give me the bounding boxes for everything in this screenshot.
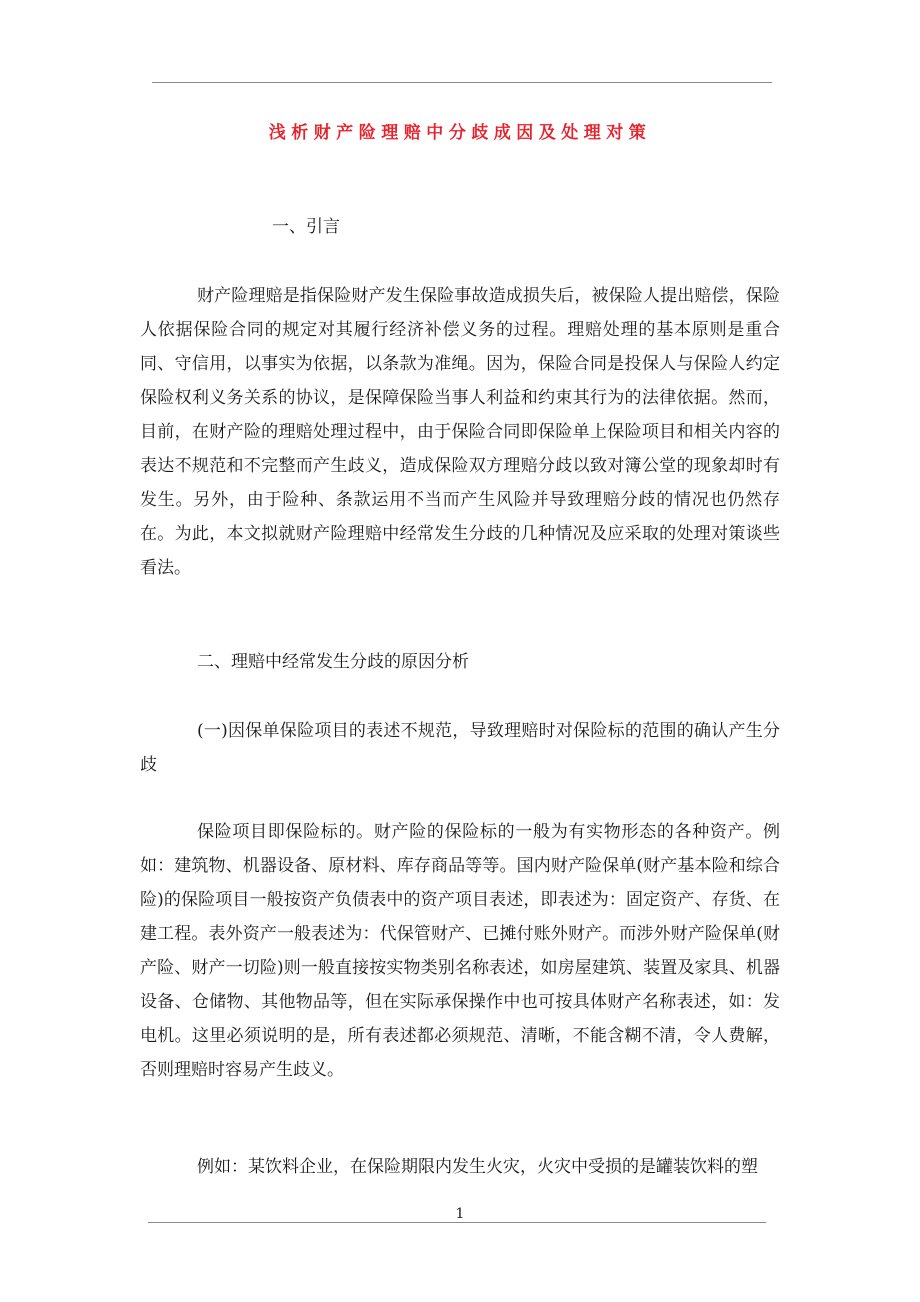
page-number: 1: [455, 1206, 465, 1222]
paragraph-example: 例如：某饮料企业，在保险期限内发生火灾，火灾中受损的是罐装饮料的塑: [197, 1157, 758, 1177]
paragraph-introduction: 财产险理赔是指保险财产发生保险事故造成损失后，被保险人提出赔偿，保险人依据保险合同的规定对其履行经济补偿义务的过程。理赔处理的基本原则是重合同、守信用，以事实为依据，以条款为准绳。因为，保险合同是投保人与保险人约定保险权利义务关系的协议，是保障保险当事人利益和约束其行为的法律依据。然而，目前，在财产险的理赔处理过程中，由于保险合同即保险单上保险项目和相关内容的表达不规范和不完整而产生歧义，造成保险双方理赔分歧以致对簿公堂的现象却时有发生。另外，由于险种、条款运用不当而产生风险并导致理赔分歧的情况也仍然存在。为此，本文拟就财产险理赔中经常发生分歧的几种情况及应采取的处理对策谈些看法。: [140, 286, 780, 578]
section-heading-analysis: 二、理赔中经常发生分歧的原因分析: [197, 652, 469, 672]
section-heading-introduction: 一、引言: [272, 217, 340, 237]
header-rule: [152, 82, 772, 83]
footer-rule: [148, 1222, 766, 1223]
subsection-heading-1: (一)因保单保险项目的表述不规范，导致理赔时对保险标的范围的确认产生分歧: [140, 721, 780, 775]
paragraph-insured-items: 保险项目即保险标的。财产险的保险标的一般为有实物形态的各种资产。例如：建筑物、机器设备、原材料、库存商品等等。国内财产险保单(财产基本险和综合险)的保险项目一般按资产负债表中的资产项目表述，即表述为：固定资产、存货、在建工程。表外资产一般表述为：代保管财产、已摊付账外财产。而涉外财产险保单(财产险、财产一切险)则一般直接按实物类别名称表述，如房屋建筑、装置及家具、机器设备、仓储物、其他物品等，但在实际承保操作中也可按具体财产名称表述，如：发电机。这里必须说明的是，所有表述都必须规范、清晰，不能含糊不清，令人费解，否则理赔时容易产生歧义。: [140, 822, 780, 1080]
document-title: 浅析财产险理赔中分歧成因及处理对策: [268, 123, 652, 143]
